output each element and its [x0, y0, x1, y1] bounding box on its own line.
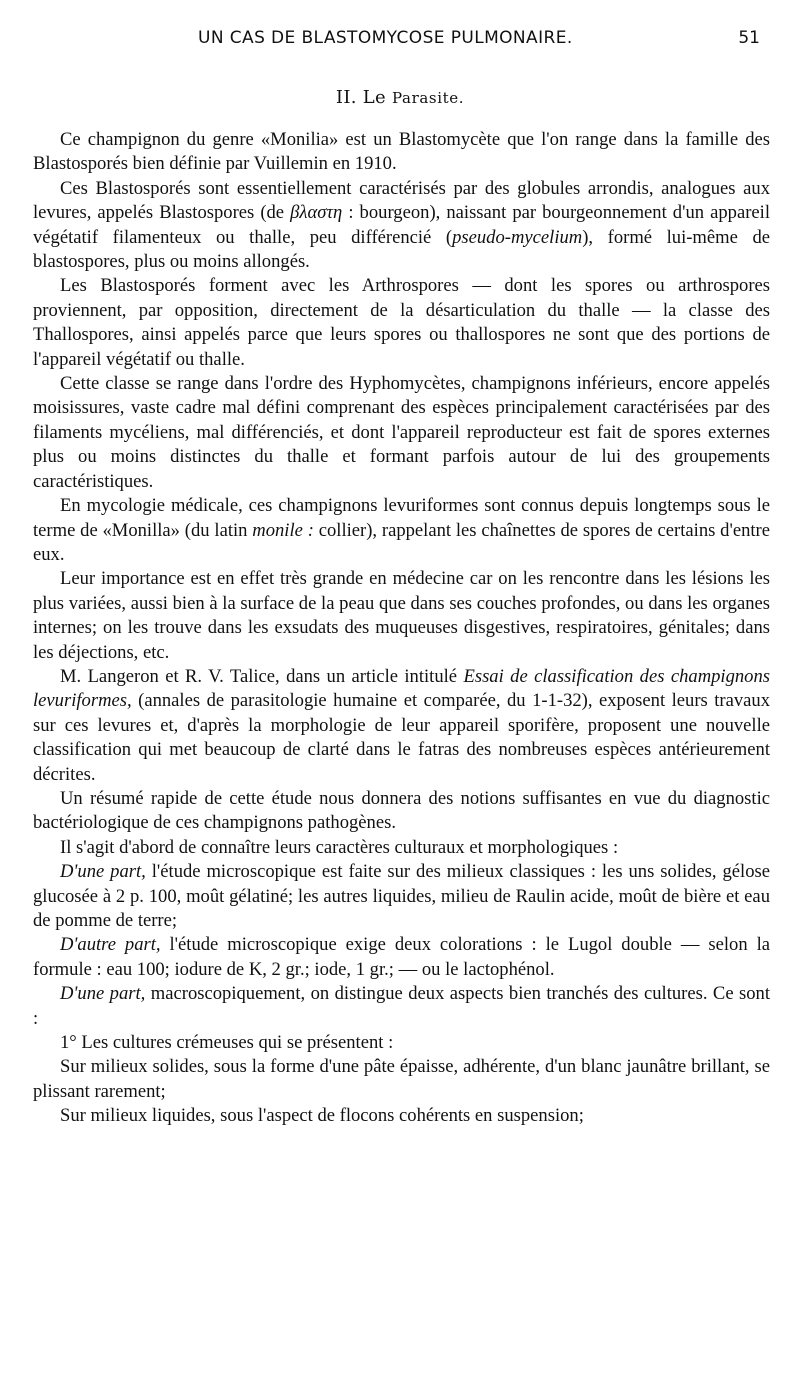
paragraph-15: Sur milieux liquides, sous l'aspect de flocons cohérents en suspension; [60, 1105, 584, 1127]
paragraph-13: 1° Les cultures crémeuses qui se présentent : [60, 1032, 394, 1054]
p11-italic-lead: D'autre part, [60, 934, 161, 956]
paragraph-11 [33, 933, 770, 982]
body-text [33, 128, 770, 1129]
p5-italic-term: monile : [252, 519, 314, 541]
paragraph-12 [33, 982, 770, 1031]
section-number: II. [335, 87, 357, 108]
p7-italic-title: Essai de classification des champignons levuriformes, [33, 665, 771, 712]
p7-text-a: M. Langeron et R. V. Talice, dans un article intitulé [60, 665, 464, 687]
section-title-word1: Le [362, 87, 386, 108]
p2-text-b: : bourgeon), naissant par bourgeonnement d'un appareil végétatif filamenteux ou thalle, peu différencié ( [33, 202, 770, 248]
p2-greek-word: βλαστη [290, 202, 343, 224]
section-title-word2: Parasite. [392, 89, 465, 107]
paragraph-7 [33, 665, 770, 787]
section-heading [0, 87, 800, 108]
running-head [33, 28, 770, 52]
paragraph-6: Leur importance est en effet très grande en médecine car on les rencontre dans les lésions les plus variées, aussi bien à la surface de la peau que dans ses couches profondes, ou dans les organes internes; on les trouve dans les exsudats des muqueuses disgestives, respiratoires, génitales; dans les déjections, etc. [33, 568, 770, 663]
paragraph-5 [33, 494, 770, 567]
p5-text-a: En mycologie médicale, ces champignons levuriformes sont connus depuis longtemps sous le terme de «Monilla» (du latin [33, 495, 770, 541]
paragraph-1: Ce champignon du genre «Monilia» est un Blastomycète que l'on range dans la famille des Blastosporés bien définie par Vuillemin en 1910. [33, 129, 770, 175]
paragraph-3: Les Blastosporés forment avec les Arthrospores — dont les spores ou arthrospores proviennent, par opposition, directement de la désarticulation du thalle — la classe des Thallospores, ainsi appelés parce que leurs spores ou thallospores ne sont que des portions de l'appareil végétatif ou thalle. [33, 275, 770, 370]
paragraph-9: Il s'agit d'abord de connaître leurs caractères culturaux et morphologiques : [60, 836, 619, 858]
running-title: UN CAS DE BLASTOMYCOSE PULMONAIRE. [198, 28, 573, 48]
paragraph-14: Sur milieux solides, sous la forme d'une pâte épaisse, adhérente, d'un blanc jaunâtre brillant, se plissant rarement; [33, 1056, 770, 1102]
p10-italic-lead: D'une part, [60, 861, 146, 883]
p10-text: l'étude microscopique est faite sur des milieux classiques : les uns solides, gélose glucosée à 2 p. 100, moût gélatiné; les autres liquides, milieu de Raulin acide, moût de bière et eau de pomme de terre; [33, 861, 770, 931]
paragraph-2 [33, 177, 770, 275]
p12-text: macroscopiquement, on distingue deux aspects bien tranchés des cultures. Ce sont : [33, 983, 770, 1029]
p2-text-a: Ces Blastosporés sont essentiellement caractérisés par des globules arrondis, analogues aux levures, appelés Blastospores (de [33, 177, 770, 224]
page-number: 51 [738, 28, 760, 48]
p2-italic-term: pseudo-mycelium [452, 226, 583, 248]
paragraph-10 [33, 860, 770, 933]
paragraph-8: Un résumé rapide de cette étude nous donnera des notions suffisantes en vue du diagnostic bactériologique de ces champignons pathogènes. [33, 787, 770, 834]
p2-text-c: ), formé lui-même de blastospores, plus ou moins allongés. [33, 226, 770, 273]
p7-text-b: (annales de parasitologie humaine et comparée, du 1-1-32), exposent leurs travaux sur ces levures et, d'après la morphologie de leur appareil sporifère, proposent une nouvelle classification qui met beaucoup de clarté dans le fatras des nombreuses espèces antérieurement décrites. [33, 690, 770, 785]
p11-text: l'étude microscopique exige deux colorations : le Lugol double — selon la formule : eau 100; iodure de K, 2 gr.; iode, 1 gr.; — ou le lactophénol. [33, 934, 771, 980]
paragraph-4: Cette classe se range dans l'ordre des Hyphomycètes, champignons inférieurs, encore appelés moisissures, vaste cadre mal défini comprenant des espèces principalement caractérisées par des filaments mycéliens, mal différenciés, et dont l'appareil reproducteur est fait de spores externes plus ou moins distinctes du thalle et formant parfois autour de lui des groupements caractéristiques. [33, 373, 770, 492]
p12-italic-lead: D'une part, [60, 983, 146, 1005]
p5-text-b: collier), rappelant les chaînettes de spores de certains d'entre eux. [33, 519, 770, 565]
